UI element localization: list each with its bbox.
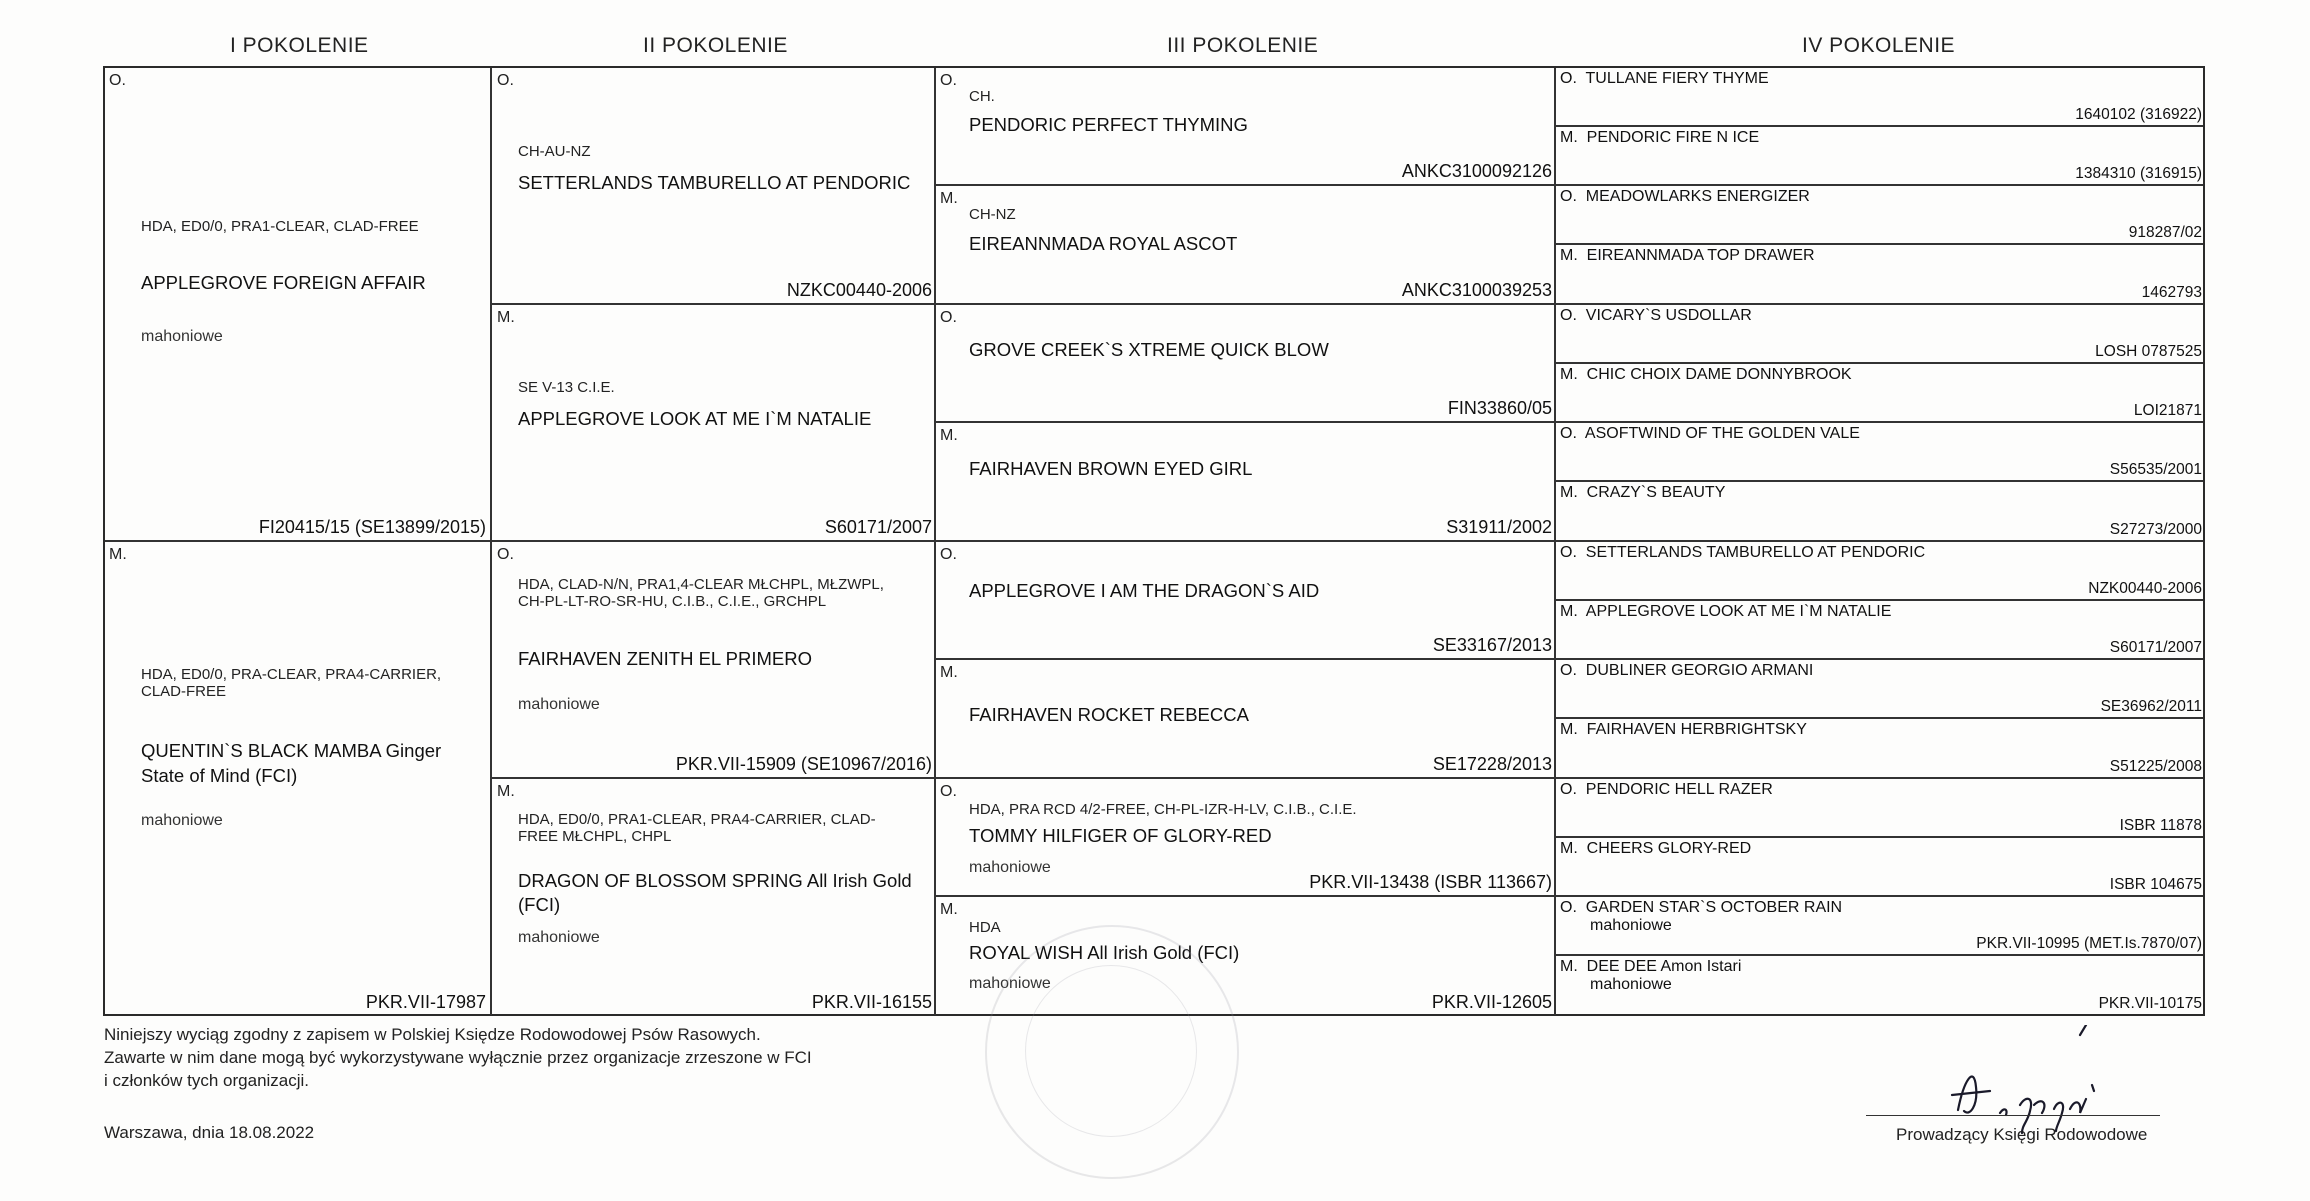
dog-name: M. CHIC CHOIX DAME DONNYBROOK	[1560, 366, 1852, 383]
header-gen-1: I POKOLENIE	[230, 34, 369, 57]
registration-number: ISBR 11878	[2119, 817, 2202, 834]
dog-name: QUENTIN`S BLACK MAMBA Ginger State of Mind (FCI)	[141, 740, 442, 786]
coat-color: mahoniowe	[518, 929, 600, 946]
registration-number: SE17228/2013	[1432, 754, 1552, 774]
side-marker: O.	[940, 72, 957, 89]
titles: SE V-13 C.I.E.	[518, 379, 615, 396]
registration-number: LOSH 0787525	[2095, 343, 2202, 360]
gen2-cell-3	[492, 542, 936, 779]
dog-name: O. PENDORIC HELL RAZER	[1560, 781, 1773, 798]
titles: CH-AU-NZ	[518, 143, 591, 160]
gen3-cell-7	[936, 779, 1556, 897]
registration-number: PKR.VII-10175	[2098, 995, 2202, 1012]
side-marker: M.	[940, 664, 958, 681]
registration-number: ANKC3100092126	[1401, 161, 1552, 181]
gen4-cell-5	[1556, 305, 2203, 364]
side-marker: M.	[940, 190, 958, 207]
gen4-cell-11	[1556, 660, 2203, 719]
side-marker: M.	[497, 309, 515, 326]
gen4-cell-1	[1556, 68, 2203, 127]
registration-number: PKR.VII-10995 (MET.Is.7870/07)	[1976, 935, 2202, 952]
registration-number: S56535/2001	[2109, 461, 2202, 478]
dog-name: TOMMY HILFIGER OF GLORY-RED	[969, 825, 1272, 846]
dog-name: M. EIREANNMADA TOP DRAWER	[1560, 247, 1815, 264]
dog-name: O. DUBLINER GEORGIO ARMANI	[1560, 662, 1814, 679]
dog-name: FAIRHAVEN BROWN EYED GIRL	[969, 458, 1253, 479]
gen4-cell-6	[1556, 364, 2203, 423]
gen3-cell-4	[936, 423, 1556, 542]
registration-number: LOI21871	[2133, 402, 2202, 419]
gen4-cell-3	[1556, 186, 2203, 245]
disclaimer	[104, 1023, 812, 1092]
side-marker: O.	[940, 783, 957, 800]
signature-icon	[1930, 1025, 2130, 1135]
gen3-cell-5	[936, 542, 1556, 660]
health-info: HDA, ED0/0, PRA1-CLEAR, CLAD-FREE	[141, 218, 419, 235]
registration-number: 1462793	[2141, 284, 2202, 301]
gen1-dam-cell	[105, 542, 492, 1015]
dog-name: ROYAL WISH All Irish Gold (FCI)	[969, 942, 1240, 963]
official-stamp-icon	[985, 925, 1239, 1179]
side-marker: O.	[109, 72, 126, 89]
dog-name: SETTERLANDS TAMBURELLO AT PENDORIC	[518, 172, 911, 193]
coat-color: mahoniowe	[969, 975, 1051, 992]
gen4-cell-8	[1556, 482, 2203, 542]
side-marker: M.	[109, 546, 127, 563]
dog-name: APPLEGROVE I AM THE DRAGON`S AID	[969, 580, 1320, 601]
registration-number: S60171/2007	[824, 517, 932, 537]
titles: HDA, ED0/0, PRA1-CLEAR, PRA4-CARRIER, CLAD-FREE MŁCHPL, CHPL	[518, 811, 876, 845]
registration-number: 1640102 (316922)	[2075, 106, 2202, 123]
gen4-cell-7	[1556, 423, 2203, 482]
gen4-cell-10	[1556, 601, 2203, 660]
gen4-cell-16	[1556, 956, 2203, 1014]
gen4-cell-15	[1556, 897, 2203, 956]
coat-color: mahoniowe	[141, 812, 223, 829]
dog-name: O. VICARY`S USDOLLAR	[1560, 307, 1752, 324]
registration-number: FI20415/15 (SE13899/2015)	[258, 517, 486, 537]
gen3-cell-3	[936, 305, 1556, 423]
dog-name: APPLEGROVE FOREIGN AFFAIR	[141, 272, 426, 293]
gen4-cell-4	[1556, 245, 2203, 305]
titles: HDA	[969, 919, 1001, 936]
registration-number: NZK00440-2006	[2088, 580, 2202, 597]
dog-name: DRAGON OF BLOSSOM SPRING All Irish Gold (FCI)	[518, 870, 912, 915]
header-gen-2: II POKOLENIE	[643, 34, 788, 57]
gen3-cell-6	[936, 660, 1556, 779]
disclaimer-line-2: Zawarte w nim dane mogą być wykorzystywane wyłącznie przez organizacje zrzeszone w FCI	[104, 1048, 812, 1067]
registration-number: S60171/2007	[2109, 639, 2202, 656]
header-gen-4: IV POKOLENIE	[1802, 34, 1956, 57]
dog-name: O. ASOFTWIND OF THE GOLDEN VALE	[1560, 425, 1860, 442]
dog-name: GROVE CREEK`S XTREME QUICK BLOW	[969, 339, 1329, 360]
dog-name: M. FAIRHAVEN HERBRIGHTSKY	[1560, 721, 1807, 738]
registration-number: PKR.VII-15909 (SE10967/2016)	[675, 754, 932, 774]
gen1-sire-cell	[105, 68, 492, 542]
registration-number: S27273/2000	[2109, 521, 2202, 538]
gen2-cell-2	[492, 305, 936, 542]
registration-number: PKR.VII-17987	[365, 992, 486, 1012]
registration-number: PKR.VII-13438 (ISBR 113667)	[1309, 872, 1552, 892]
registration-number: FIN33860/05	[1447, 398, 1552, 418]
side-marker: O.	[940, 309, 957, 326]
signature-label: Prowadzący Księgi Rodowodowe	[1896, 1125, 2148, 1144]
disclaimer-line-3: i członków tych organizacji.	[104, 1071, 310, 1090]
gen2-cell-1	[492, 68, 936, 305]
dog-name: M. APPLEGROVE LOOK AT ME I`M NATALIE	[1560, 603, 1892, 620]
pedigree-table	[103, 66, 2205, 1016]
dog-name: O. MEADOWLARKS ENERGIZER	[1560, 188, 1810, 205]
titles: CH.	[969, 88, 995, 105]
dog-name: M. PENDORIC FIRE N ICE	[1560, 129, 1760, 146]
side-marker: O.	[940, 546, 957, 563]
gen3-cell-2	[936, 186, 1556, 305]
registration-number: ISBR 104675	[2109, 876, 2202, 893]
dog-name: O. TULLANE FIERY THYME	[1560, 70, 1769, 87]
dog-name: APPLEGROVE LOOK AT ME I`M NATALIE	[518, 408, 872, 429]
coat-color: mahoniowe	[518, 696, 600, 713]
gen2-cell-4	[492, 779, 936, 1015]
side-marker: M.	[497, 783, 515, 800]
titles: HDA, PRA RCD 4/2-FREE, CH-PL-IZR-H-LV, C.I.B., C.I.E.	[969, 801, 1357, 818]
health-info: HDA, ED0/0, PRA-CLEAR, PRA4-CARRIER, CLAD-FREE	[141, 666, 442, 700]
dog-name: O. GARDEN STAR`S OCTOBER RAIN	[1560, 899, 1843, 916]
gen4-column	[1556, 68, 2203, 1014]
header-gen-3: III POKOLENIE	[1167, 34, 1319, 57]
registration-number: ANKC3100039253	[1401, 280, 1552, 300]
side-marker: O.	[497, 72, 514, 89]
registration-number: NZKC00440-2006	[786, 280, 932, 300]
coat-color: mahoniowe	[1590, 917, 1672, 934]
dog-name: M. DEE DEE Amon Istari	[1560, 958, 1742, 975]
dog-name: O. SETTERLANDS TAMBURELLO AT PENDORIC	[1560, 544, 1926, 561]
gen4-cell-9	[1556, 542, 2203, 601]
side-marker: O.	[497, 546, 514, 563]
gen4-cell-13	[1556, 779, 2203, 838]
gen4-cell-12	[1556, 719, 2203, 779]
gen4-cell-2	[1556, 127, 2203, 186]
registration-number: 1384310 (316915)	[2075, 165, 2202, 182]
registration-number: PKR.VII-12605	[1431, 992, 1552, 1012]
gen4-cell-14	[1556, 838, 2203, 897]
coat-color: mahoniowe	[969, 859, 1051, 876]
coat-color: mahoniowe	[1590, 976, 1672, 993]
side-marker: M.	[940, 427, 958, 444]
registration-number: S51225/2008	[2109, 758, 2202, 775]
dog-name: FAIRHAVEN ROCKET REBECCA	[969, 704, 1249, 725]
dog-name: PENDORIC PERFECT THYMING	[969, 114, 1248, 135]
titles: CH-NZ	[969, 206, 1016, 223]
disclaimer-line-1: Niniejszy wyciąg zgodny z zapisem w Polskiej Księdze Rodowodowej Psów Rasowych.	[104, 1025, 761, 1044]
issue-date: Warszawa, dnia 18.08.2022	[104, 1123, 315, 1142]
side-marker: M.	[940, 901, 958, 918]
dog-name: M. CRAZY`S BEAUTY	[1560, 484, 1726, 501]
registration-number: SE36962/2011	[2100, 698, 2202, 715]
registration-number: PKR.VII-16155	[811, 992, 932, 1012]
registration-number: S31911/2002	[1446, 517, 1552, 537]
dog-name: EIREANNMADA ROYAL ASCOT	[969, 233, 1238, 254]
coat-color: mahoniowe	[141, 328, 223, 345]
signature-line	[1866, 1115, 2160, 1116]
titles: HDA, CLAD-N/N, PRA1,4-CLEAR MŁCHPL, MŁZWPL, CH-PL-LT-RO-SR-HU, C.I.B., C.I.E., GRCHPL	[518, 576, 884, 610]
dog-name: M. CHEERS GLORY-RED	[1560, 840, 1752, 857]
registration-number: 918287/02	[2128, 224, 2202, 241]
registration-number: SE33167/2013	[1432, 635, 1552, 655]
dog-name: FAIRHAVEN ZENITH EL PRIMERO	[518, 648, 812, 669]
gen3-cell-1	[936, 68, 1556, 186]
